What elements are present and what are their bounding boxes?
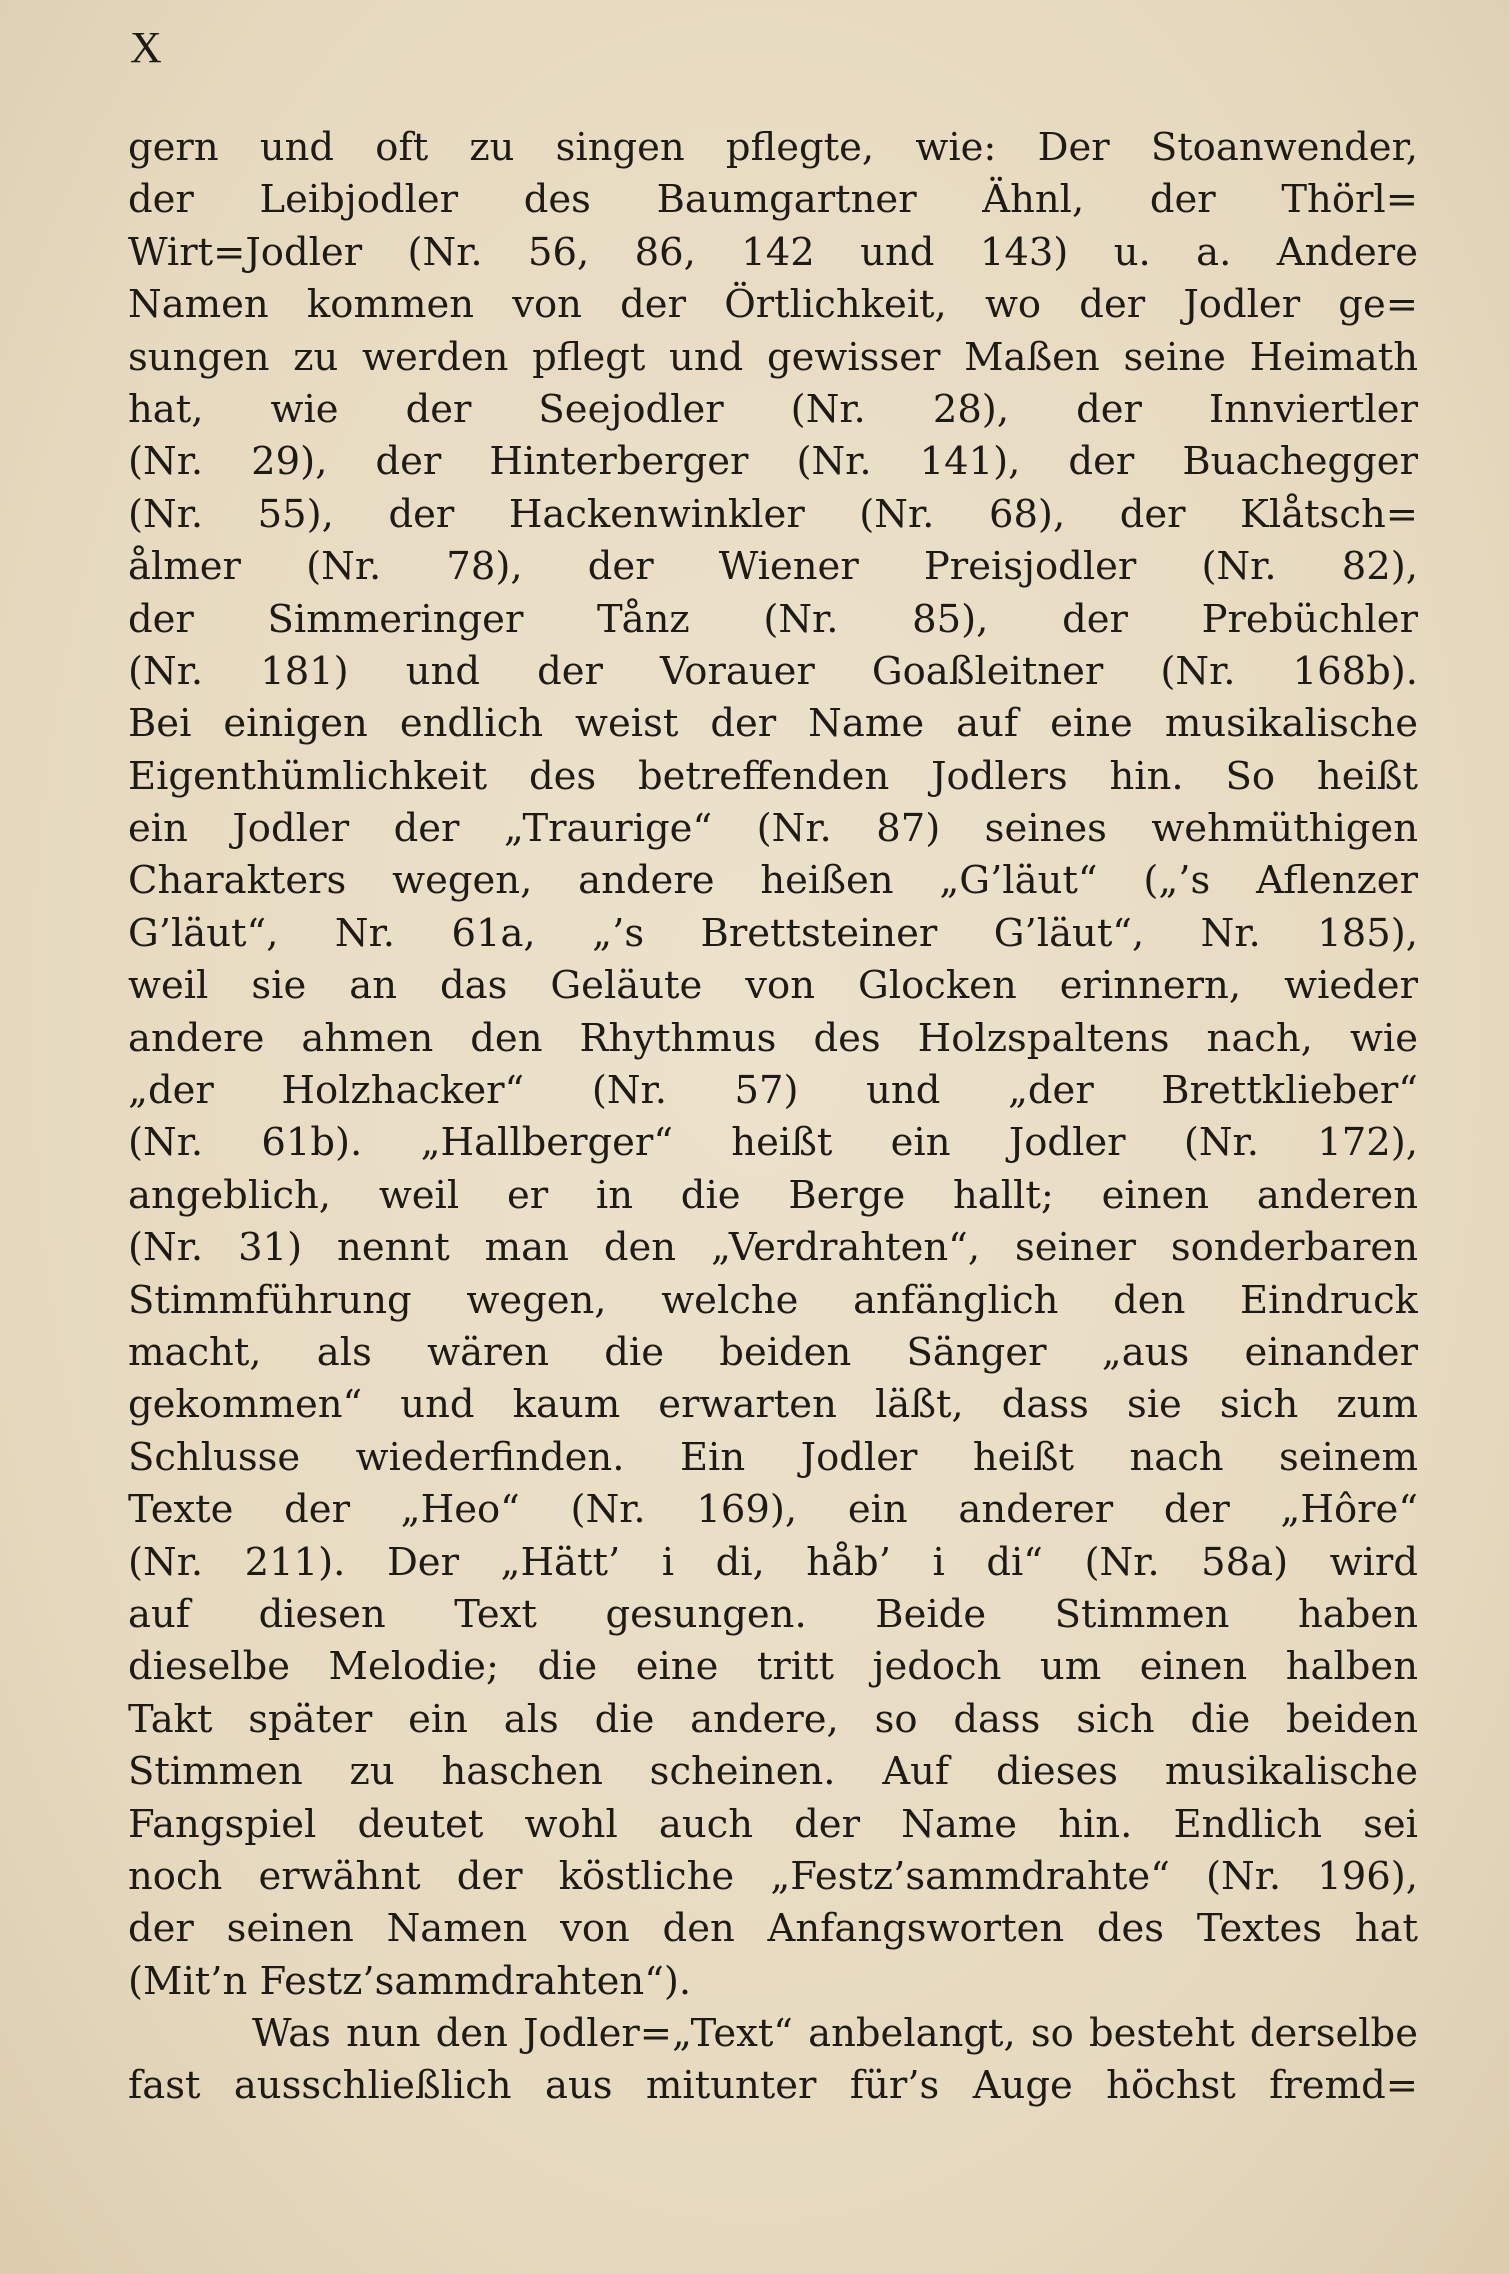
page-number: X — [130, 23, 163, 72]
text-line: der Simmeringer Tånz (Nr. 85), der Prebüchler — [128, 596, 1418, 642]
paragraph — [128, 2008, 1418, 2113]
text-line: dieselbe Melodie; die eine tritt jedoch um einen halben — [128, 1644, 1418, 1690]
text-line: Was nun den Jodler=„Text“ anbelangt, so besteht derselbe — [252, 2011, 1418, 2057]
text-line: Schlusse wiederfinden. Ein Jodler heißt nach seinem — [128, 1434, 1418, 1480]
text-line: Fangspiel deutet wohl auch der Name hin. Endlich sei — [128, 1801, 1418, 1847]
text-line: (Mit’n Festz’sammdrahten“). — [128, 1958, 692, 2004]
text-line: „der Holzhacker“ (Nr. 57) und „der Brettklieber“ — [128, 1068, 1418, 1114]
paragraph — [128, 122, 1418, 2008]
text-line: ålmer (Nr. 78), der Wiener Preisjodler (Nr. 82), — [128, 544, 1418, 590]
text-line: (Nr. 211). Der „Hätt’ i di, håb’ i di“ (Nr. 58a) wird — [128, 1539, 1418, 1585]
body-text — [128, 122, 1418, 2113]
text-line: Stimmen zu haschen scheinen. Auf dieses musikalische — [128, 1749, 1418, 1795]
text-line: hat, wie der Seejodler (Nr. 28), der Innviertler — [128, 386, 1418, 432]
text-line: noch erwähnt der köstliche „Festz’sammdrahte“ (Nr. 196), — [128, 1853, 1418, 1899]
text-line: (Nr. 181) und der Vorauer Goaßleitner (Nr. 168b). — [128, 648, 1418, 694]
text-line: andere ahmen den Rhythmus des Holzspaltens nach, wie — [128, 1015, 1418, 1061]
text-line: gekommen“ und kaum erwarten läßt, dass sie sich zum — [128, 1382, 1418, 1428]
text-line: sungen zu werden pflegt und gewisser Maßen seine Heimath — [128, 334, 1418, 380]
text-line: ein Jodler der „Traurige“ (Nr. 87) seines wehmüthigen — [128, 806, 1418, 852]
text-line: Bei einigen endlich weist der Name auf eine musikalische — [128, 701, 1418, 747]
text-line: macht, als wären die beiden Sänger „aus einander — [128, 1329, 1418, 1375]
text-line: (Nr. 29), der Hinterberger (Nr. 141), der Buachegger — [128, 439, 1418, 485]
text-line: G’läut“, Nr. 61a, „’s Brettsteiner G’läut“, Nr. 185), — [128, 910, 1418, 956]
text-line: der seinen Namen von den Anfangsworten des Textes hat — [128, 1906, 1418, 1952]
text-line: Stimmführung wegen, welche anfänglich den Eindruck — [128, 1277, 1418, 1323]
text-line: fast ausschließlich aus mitunter für’s Auge höchst fremd= — [128, 2063, 1418, 2109]
text-line: gern und oft zu singen pflegte, wie: Der Stoanwender, — [128, 125, 1418, 170]
text-line: Takt später ein als die andere, so dass sich die beiden — [128, 1696, 1418, 1742]
text-line: angeblich, weil er in die Berge hallt; einen anderen — [128, 1172, 1418, 1218]
text-line: (Nr. 55), der Hackenwinkler (Nr. 68), der Klåtsch= — [128, 491, 1418, 537]
text-line: Eigenthümlichkeit des betreffenden Jodlers hin. So heißt — [128, 753, 1418, 799]
text-line: Namen kommen von der Örtlichkeit, wo der Jodler ge= — [128, 282, 1418, 328]
text-line: auf diesen Text gesungen. Beide Stimmen haben — [128, 1591, 1418, 1637]
text-line: weil sie an das Geläute von Glocken erinnern, wieder — [128, 963, 1418, 1009]
text-line: Charakters wegen, andere heißen „G’läut“ („’s Aflenzer — [128, 858, 1418, 904]
text-line: der Leibjodler des Baumgartner Ähnl, der Thörl= — [128, 177, 1418, 223]
text-line: Wirt=Jodler (Nr. 56, 86, 142 und 143) u. a. Andere — [128, 229, 1418, 275]
text-line: (Nr. 31) nennt man den „Verdrahten“, seiner sonderbaren — [128, 1225, 1418, 1271]
text-line: Texte der „Heo“ (Nr. 169), ein anderer der „Hôre“ — [128, 1487, 1418, 1533]
text-line: (Nr. 61b). „Hallberger“ heißt ein Jodler (Nr. 172), — [128, 1120, 1418, 1166]
